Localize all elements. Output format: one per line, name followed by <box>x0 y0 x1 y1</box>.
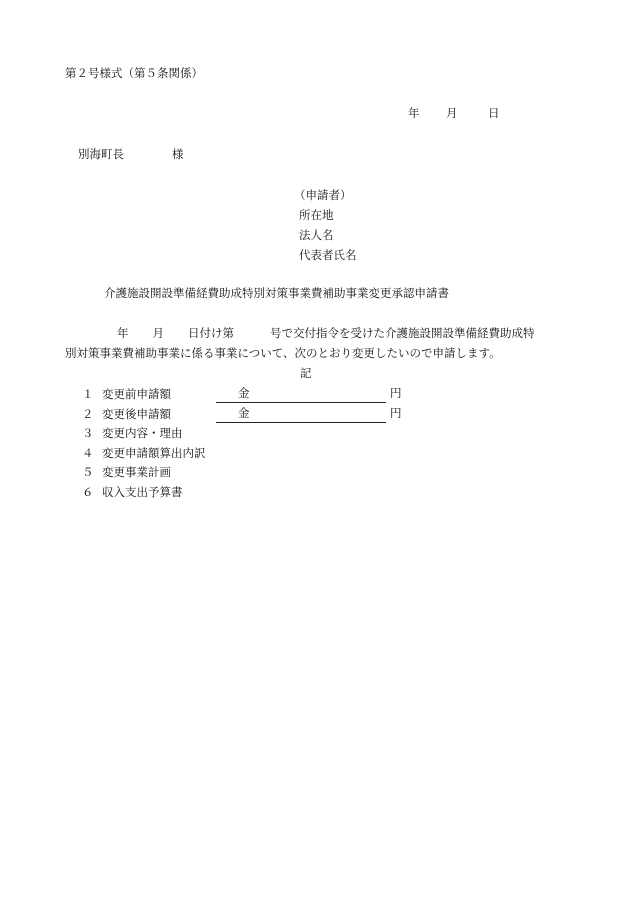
date-year-label: 年 <box>408 106 420 120</box>
list-item <box>82 463 206 483</box>
list-item <box>82 444 206 464</box>
item-label: 変更前申請額 <box>102 387 171 401</box>
list-item <box>82 483 206 503</box>
yen-label: 円 <box>390 405 402 420</box>
body-year: 年 <box>117 326 129 340</box>
applicant-heading: （申請者） <box>294 188 352 202</box>
item-number: ３ <box>82 426 94 440</box>
amount-field-after[interactable] <box>216 405 402 423</box>
addressee <box>78 147 184 161</box>
body-date-no: 日付け第 <box>188 326 234 340</box>
ki-label: 記 <box>300 366 312 380</box>
applicant-block <box>294 185 357 265</box>
body-paragraph <box>65 323 585 363</box>
body-line-2: 別対策事業費補助事業に係る事業について、次のとおり変更したいので申請します。 <box>65 346 501 360</box>
addressee-suffix: 様 <box>172 147 184 161</box>
list-item <box>82 385 402 405</box>
item-number: ５ <box>82 465 94 479</box>
item-number: ２ <box>82 406 94 421</box>
applicant-corporation-label: 法人名 <box>299 228 334 242</box>
item-number: ４ <box>82 445 94 460</box>
list-item <box>82 405 402 425</box>
item-label: 変更事業計画 <box>102 465 171 479</box>
item-list <box>82 385 402 502</box>
item-label: 変更後申請額 <box>102 406 171 421</box>
kin-label: 金 <box>238 405 250 420</box>
addressee-name: 別海町長 <box>78 147 124 161</box>
date-line <box>408 106 500 120</box>
kin-label: 金 <box>238 386 250 400</box>
item-label: 変更申請額算出内訳 <box>102 445 206 460</box>
body-month: 月 <box>152 326 164 340</box>
body-line-1 <box>65 323 585 343</box>
yen-label: 円 <box>390 386 402 400</box>
form-number: 第２号様式（第５条関係） <box>65 66 203 80</box>
item-number: ６ <box>82 484 94 499</box>
item-label: 収入支出予算書 <box>102 484 183 499</box>
applicant-representative-label: 代表者氏名 <box>299 248 357 262</box>
date-month-label: 月 <box>446 106 458 120</box>
body-rest-line-1: 号で交付指令を受けた介護施設開設準備経費助成特 <box>270 326 535 340</box>
applicant-address-label: 所在地 <box>299 208 334 222</box>
item-label: 変更内容・理由 <box>102 426 183 440</box>
list-item <box>82 424 206 444</box>
amount-field-before[interactable] <box>216 385 402 403</box>
date-day-label: 日 <box>488 106 500 120</box>
document-title: 介護施設開設準備経費助成特別対策事業費補助事業変更承認申請書 <box>104 286 449 300</box>
item-number: １ <box>82 387 94 401</box>
